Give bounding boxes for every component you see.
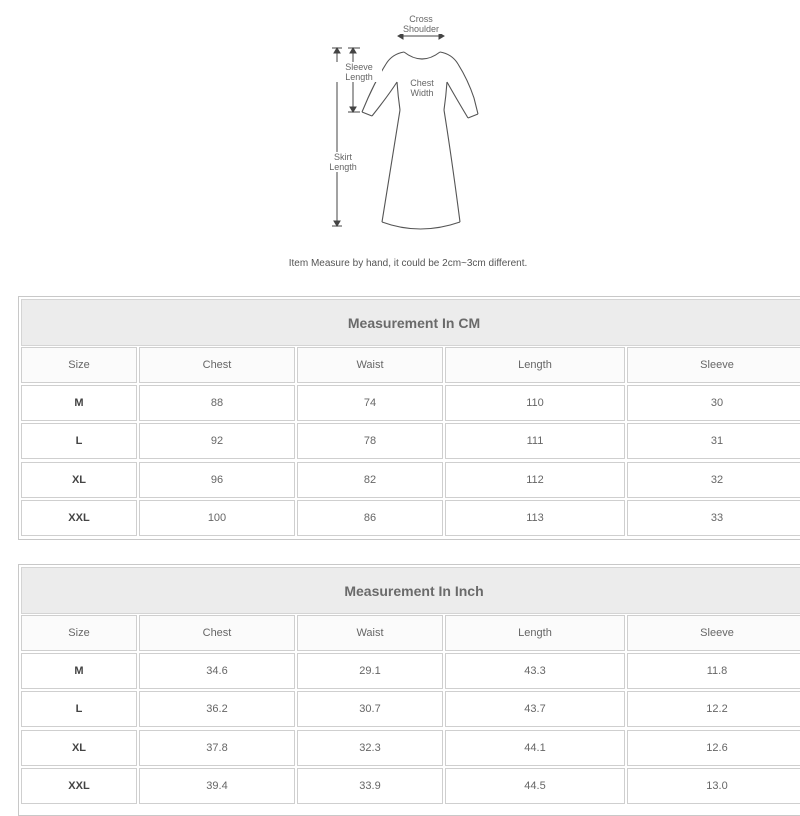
table-cell-chest: 96 xyxy=(139,462,295,498)
column-header-chest: Chest xyxy=(139,347,295,383)
skirt-length-label: Skirt Length xyxy=(320,152,366,172)
cross-shoulder-label: Cross Shoulder xyxy=(396,14,446,34)
table-cell-length: 44.1 xyxy=(445,730,625,766)
column-header-chest: Chest xyxy=(139,615,295,651)
dress-outline-illustration xyxy=(0,0,800,290)
table-cell-chest: 39.4 xyxy=(139,768,295,804)
table-cell-size: M xyxy=(21,653,137,689)
table-cell-length: 111 xyxy=(445,423,625,459)
column-header-size: Size xyxy=(21,347,137,383)
table-cell-chest: 37.8 xyxy=(139,730,295,766)
chest-width-label: Chest Width xyxy=(400,78,444,98)
column-header-waist: Waist xyxy=(297,347,443,383)
table-cell-sleeve: 33 xyxy=(627,500,800,536)
table-cell-sleeve: 31 xyxy=(627,423,800,459)
table-cell-waist: 29.1 xyxy=(297,653,443,689)
table-cell-length: 112 xyxy=(445,462,625,498)
table-cell-length: 43.3 xyxy=(445,653,625,689)
measurement-note: Item Measure by hand, it could be 2cm~3cm different. xyxy=(288,258,528,269)
table-cell-waist: 82 xyxy=(297,462,443,498)
table-cell-waist: 78 xyxy=(297,423,443,459)
table-cell-sleeve: 32 xyxy=(627,462,800,498)
table-cell-length: 43.7 xyxy=(445,691,625,727)
table-cell-sleeve: 12.2 xyxy=(627,691,800,727)
table-cell-size: L xyxy=(21,423,137,459)
table-cell-size: M xyxy=(21,385,137,421)
column-header-sleeve: Sleeve xyxy=(627,615,800,651)
column-header-length: Length xyxy=(445,347,625,383)
table-title: Measurement In CM xyxy=(21,299,800,346)
table-cell-chest: 100 xyxy=(139,500,295,536)
table-title: Measurement In Inch xyxy=(21,567,800,614)
inch-measurement-table xyxy=(18,564,800,816)
dress-measurement-diagram xyxy=(0,0,800,290)
table-cell-waist: 74 xyxy=(297,385,443,421)
table-cell-sleeve: 11.8 xyxy=(627,653,800,689)
table-cell-waist: 30.7 xyxy=(297,691,443,727)
table-cell-sleeve: 13.0 xyxy=(627,768,800,804)
table-cell-size: XXL xyxy=(21,500,137,536)
table-cell-chest: 34.6 xyxy=(139,653,295,689)
table-cell-size: XL xyxy=(21,462,137,498)
table-cell-length: 113 xyxy=(445,500,625,536)
column-header-size: Size xyxy=(21,615,137,651)
table-cell-chest: 36.2 xyxy=(139,691,295,727)
cm-measurement-table xyxy=(18,296,800,540)
table-cell-sleeve: 30 xyxy=(627,385,800,421)
table-cell-chest: 88 xyxy=(139,385,295,421)
column-header-sleeve: Sleeve xyxy=(627,347,800,383)
column-header-length: Length xyxy=(445,615,625,651)
table-cell-chest: 92 xyxy=(139,423,295,459)
table-cell-waist: 33.9 xyxy=(297,768,443,804)
table-cell-size: L xyxy=(21,691,137,727)
table-cell-length: 110 xyxy=(445,385,625,421)
sleeve-length-label: Sleeve Length xyxy=(336,62,382,82)
table-cell-waist: 32.3 xyxy=(297,730,443,766)
table-cell-length: 44.5 xyxy=(445,768,625,804)
table-cell-sleeve: 12.6 xyxy=(627,730,800,766)
column-header-waist: Waist xyxy=(297,615,443,651)
table-cell-size: XL xyxy=(21,730,137,766)
table-cell-waist: 86 xyxy=(297,500,443,536)
table-cell-size: XXL xyxy=(21,768,137,804)
